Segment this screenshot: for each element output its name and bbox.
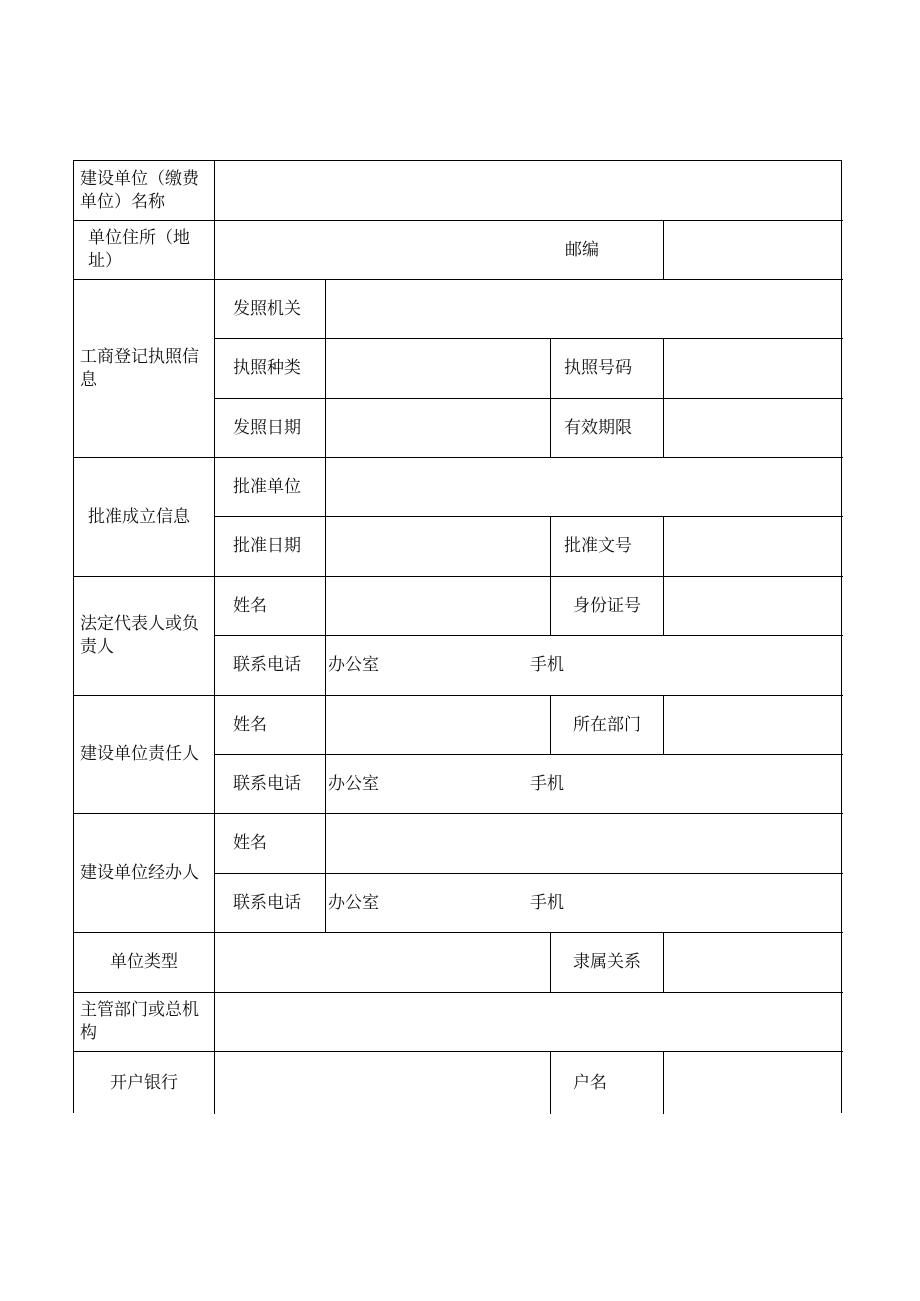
address-label: 单位住所（地址） [74, 221, 215, 280]
authority-field[interactable] [215, 993, 843, 1052]
legal-rep-phone-field[interactable] [326, 636, 843, 696]
unit-type-label: 单位类型 [74, 933, 215, 993]
approval-doc-label: 批准文号 [551, 517, 664, 577]
unit-name-field[interactable] [215, 161, 843, 221]
approval-unit-label: 批准单位 [215, 458, 326, 517]
approval-group-label: 批准成立信息 [74, 458, 215, 577]
responsible-name-label: 姓名 [215, 696, 326, 755]
legal-rep-mobile-label: 手机 [530, 655, 564, 675]
approval-date-field[interactable] [326, 517, 551, 577]
legal-rep-name-label: 姓名 [215, 577, 326, 636]
legal-rep-phone-label: 联系电话 [215, 636, 326, 696]
address-field[interactable] [215, 221, 664, 280]
bank-field[interactable] [215, 1052, 551, 1114]
legal-rep-office-label: 办公室 [328, 655, 379, 675]
handler-phone-field[interactable] [326, 874, 843, 933]
legal-rep-group-label: 法定代表人或负责人 [74, 577, 215, 696]
authority-label: 主管部门或总机构 [74, 993, 215, 1052]
responsible-office-label: 办公室 [328, 773, 379, 794]
responsible-name-field[interactable] [326, 696, 551, 755]
affiliation-field[interactable] [664, 933, 843, 993]
approval-doc-field[interactable] [664, 517, 843, 577]
legal-rep-id-field[interactable] [664, 577, 843, 636]
responsible-phone-label: 联系电话 [215, 755, 326, 814]
handler-name-label: 姓名 [215, 814, 326, 874]
unit-type-field[interactable] [215, 933, 551, 993]
responsible-dept-label: 所在部门 [551, 696, 664, 755]
issuing-authority-label: 发照机关 [215, 280, 326, 339]
license-number-label: 执照号码 [551, 339, 664, 399]
responsible-dept-field[interactable] [664, 696, 843, 755]
handler-phone-label: 联系电话 [215, 874, 326, 933]
license-group-label: 工商登记执照信息 [74, 280, 215, 458]
issue-date-field[interactable] [326, 399, 551, 458]
handler-mobile-label: 手机 [530, 892, 564, 913]
license-number-field[interactable] [664, 339, 843, 399]
legal-rep-id-label: 身份证号 [551, 577, 664, 636]
valid-period-label: 有效期限 [551, 399, 664, 458]
issuing-authority-field[interactable] [326, 280, 843, 339]
handler-name-field[interactable] [326, 814, 843, 874]
responsible-group-label: 建设单位责任人 [74, 696, 215, 814]
license-type-label: 执照种类 [215, 339, 326, 399]
valid-period-field[interactable] [664, 399, 843, 458]
bank-label: 开户银行 [74, 1052, 215, 1114]
unit-name-label: 建设单位（缴费单位）名称 [74, 161, 215, 221]
responsible-mobile-label: 手机 [530, 773, 564, 794]
affiliation-label: 隶属关系 [551, 933, 664, 993]
handler-group-label: 建设单位经办人 [74, 814, 215, 933]
approval-unit-field[interactable] [326, 458, 843, 517]
account-name-field[interactable] [664, 1052, 843, 1114]
postcode-field[interactable] [664, 221, 843, 280]
issue-date-label: 发照日期 [215, 399, 326, 458]
account-name-label: 户名 [551, 1052, 664, 1114]
approval-date-label: 批准日期 [215, 517, 326, 577]
legal-rep-name-field[interactable] [326, 577, 551, 636]
postcode-label: 邮编 [565, 239, 599, 260]
license-type-field[interactable] [326, 339, 551, 399]
responsible-phone-field[interactable] [326, 755, 843, 814]
handler-office-label: 办公室 [328, 892, 379, 913]
registration-form-table [73, 160, 842, 1113]
